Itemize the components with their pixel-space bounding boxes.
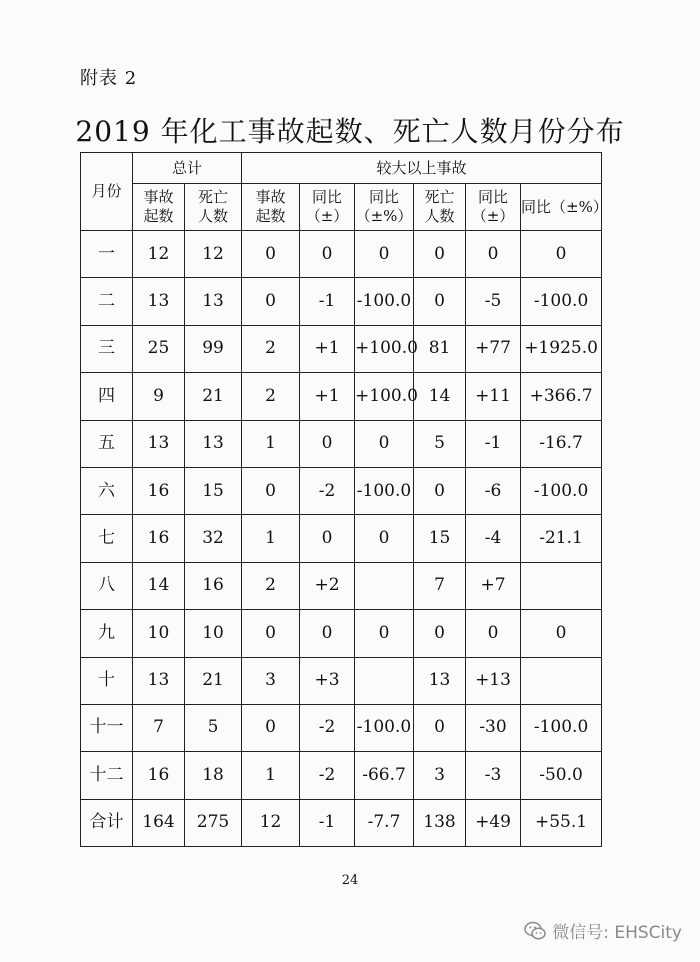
column-header-line: 人数 [424,207,455,225]
table-cell: +3 [300,657,355,704]
table-row [81,752,602,799]
table-row [81,420,602,467]
table-cell: 0 [466,610,521,657]
table-cell: 12 [133,231,185,278]
table-cell: +1925.0 [521,325,602,372]
table-cell: 0 [414,467,466,514]
table-cell: +100.0 [355,373,414,420]
table-row [81,325,602,372]
table-cell: 0 [242,278,300,325]
column-header-line: 人数 [198,207,229,225]
table-cell: 13 [185,420,242,467]
table-cell: -100.0 [521,704,602,751]
table-cell: 0 [242,231,300,278]
table-cell: 3 [414,752,466,799]
column-header [521,184,608,231]
month-cell: 一 [81,231,133,278]
table-cell: -1 [300,799,355,846]
table-cell: -100.0 [521,278,602,325]
table-cell: -2 [300,752,355,799]
table-row [81,704,602,751]
table-cell: 13 [414,657,466,704]
table-cell: 1 [242,752,300,799]
wechat-icon [524,921,546,941]
column-header-line: 死亡 [424,188,455,207]
month-cell: 四 [81,373,133,420]
table-cell: 13 [133,420,185,467]
table-cell: +49 [466,799,521,846]
table-row [81,278,602,325]
table-cell: 9 [133,373,185,420]
column-header [300,184,355,231]
group-header-major: 较大以上事故 [242,153,602,184]
table-cell: -3 [466,752,521,799]
column-header-line: 同比 [478,188,509,207]
table-cell: -7.7 [355,799,414,846]
month-cell: 七 [81,515,133,562]
watermark-text: 微信号: EHSCity [552,923,682,943]
table-cell: 16 [185,562,242,609]
table-cell: 0 [300,231,355,278]
table-cell [355,562,414,609]
table-cell: 18 [185,752,242,799]
column-header-line: （±） [305,207,349,225]
table-cell: 0 [414,231,466,278]
table-cell: 275 [185,799,242,846]
column-header-line: 事故 [255,188,286,207]
table-cell: -100.0 [355,278,414,325]
table-cell: 16 [133,515,185,562]
table-row [81,373,602,420]
table-cell: 13 [133,657,185,704]
month-cell: 六 [81,467,133,514]
table-cell: 32 [185,515,242,562]
table-cell: 5 [414,420,466,467]
month-cell: 十一 [81,704,133,751]
data-table [80,152,608,847]
column-header-line: （±） [471,207,515,225]
table-cell: 99 [185,325,242,372]
table-cell: 12 [185,231,242,278]
table-cell: 13 [185,278,242,325]
table-cell: 0 [355,610,414,657]
table-cell: 14 [133,562,185,609]
column-header [466,184,521,231]
column-header-line: 起数 [143,207,174,225]
month-cell: 八 [81,562,133,609]
table-cell [521,562,602,609]
table-cell: 14 [414,373,466,420]
table-cell: -50.0 [521,752,602,799]
table-cell: 0 [466,231,521,278]
table-cell: -100.0 [355,704,414,751]
table-row [81,467,602,514]
table-cell: 0 [242,610,300,657]
table-cell: 0 [414,704,466,751]
column-header [185,184,242,231]
table-cell: 0 [355,231,414,278]
table-cell: +13 [466,657,521,704]
table-cell: 15 [414,515,466,562]
table-cell: +55.1 [521,799,602,846]
month-cell: 合计 [81,799,133,846]
page-title: 2019 年化工事故起数、死亡人数月份分布 [75,115,625,148]
table-cell: 0 [300,420,355,467]
month-cell: 九 [81,610,133,657]
table-cell: 0 [521,610,602,657]
column-header-line: 同比 [312,188,343,207]
table-cell: +100.0 [355,325,414,372]
table-row [81,562,602,609]
table-cell: -6 [466,467,521,514]
table-cell [521,657,602,704]
table-cell: 5 [185,704,242,751]
table-cell: 21 [185,373,242,420]
table-cell: -30 [466,704,521,751]
table-cell: 15 [185,467,242,514]
column-header [355,184,414,231]
table-row [81,799,602,846]
table-cell: 10 [185,610,242,657]
month-header: 月份 [81,153,133,231]
table-cell: 16 [133,467,185,514]
table-cell: 0 [414,278,466,325]
table-cell: +77 [466,325,521,372]
month-cell: 三 [81,325,133,372]
page-number: 24 [341,873,359,888]
column-header [414,184,466,231]
table-cell: 1 [242,420,300,467]
table-row [81,657,602,704]
table-cell: 13 [133,278,185,325]
table-cell: 3 [242,657,300,704]
table-cell: 12 [242,799,300,846]
table-row [81,515,602,562]
table-cell: 2 [242,325,300,372]
table-cell: -21.1 [521,515,602,562]
table-cell: -100.0 [521,467,602,514]
column-header [242,184,300,231]
table-cell: +11 [466,373,521,420]
table-cell: 0 [414,610,466,657]
column-header-line: 起数 [255,207,286,225]
watermark [524,918,682,943]
group-header-total: 总计 [133,153,242,184]
table-cell: -2 [300,467,355,514]
table-cell: 2 [242,562,300,609]
table-cell: -2 [300,704,355,751]
table-cell: -5 [466,278,521,325]
table-row [81,231,602,278]
table-cell: 7 [133,704,185,751]
table-cell: +366.7 [521,373,602,420]
column-header-line: 同比（±%） [521,197,608,216]
month-cell: 五 [81,420,133,467]
table-cell: 0 [242,467,300,514]
table-cell: -66.7 [355,752,414,799]
table-cell: 138 [414,799,466,846]
table-cell: 2 [242,373,300,420]
table-cell: -1 [300,278,355,325]
table-cell: 1 [242,515,300,562]
column-header-line: 同比 [369,188,400,207]
column-header-line: 事故 [143,188,174,207]
table-cell: -1 [466,420,521,467]
table-cell: -100.0 [355,467,414,514]
month-cell: 十二 [81,752,133,799]
table-cell: +7 [466,562,521,609]
table-cell: 0 [355,420,414,467]
column-header-line: （±%） [355,207,413,225]
table-cell [355,657,414,704]
table-cell: 0 [300,515,355,562]
table-cell: 0 [355,515,414,562]
table-cell: 25 [133,325,185,372]
table-cell: +2 [300,562,355,609]
annex-label: 附表 2 [80,68,138,89]
table-cell: +1 [300,325,355,372]
month-cell: 十 [81,657,133,704]
table-cell: -4 [466,515,521,562]
table-cell: 7 [414,562,466,609]
table-cell: +1 [300,373,355,420]
table-cell: 21 [185,657,242,704]
table-cell: 164 [133,799,185,846]
table-cell: 0 [521,231,602,278]
table-row [81,610,602,657]
table-cell: 81 [414,325,466,372]
column-header [133,184,185,231]
month-cell: 二 [81,278,133,325]
table-cell: 0 [300,610,355,657]
table-cell: -16.7 [521,420,602,467]
column-header-line: 死亡 [198,188,229,207]
table-cell: 16 [133,752,185,799]
table-cell: 0 [242,704,300,751]
table-cell: 10 [133,610,185,657]
